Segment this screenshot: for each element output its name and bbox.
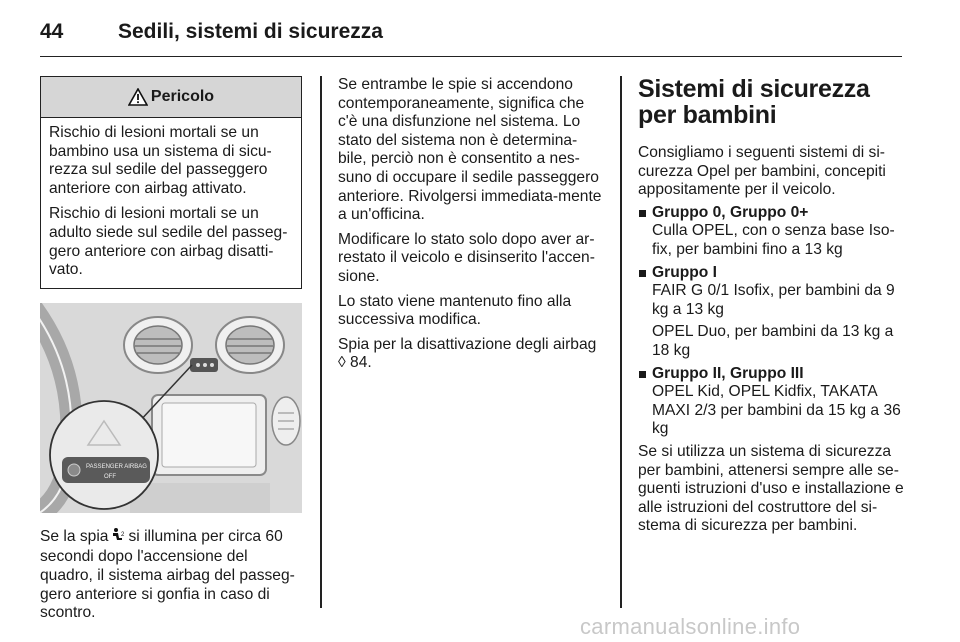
page-number: 44 (40, 20, 64, 43)
section-title: Sedili, sistemi di sicurezza (118, 20, 383, 43)
group-item: OPEL Duo, per bambini da 13 kg a 18 kg (652, 323, 894, 359)
caption-text-before: Se la spia (40, 527, 109, 545)
figure-caption (40, 527, 302, 623)
airbag-off-indicator-icon (110, 527, 126, 549)
outro-paragraph: Se si utilizza un sistema di sicurezza per bambini, attenersi sempre alle se-guenti istruzioni d'uso e installazione e alle istruzioni del costruttore del si-stema di sicurezza per bambini. (638, 442, 904, 535)
dashboard-illustration-drawing (40, 303, 302, 513)
warning-header (41, 77, 301, 118)
subsection-heading: Sistemi di sicurezza per bambini (638, 75, 870, 129)
intro-paragraph: Consigliamo i seguenti sistemi di si-curezza Opel per bambini, concepiti appositamente per il veicolo. (638, 144, 886, 199)
danger-warning-box (40, 76, 302, 289)
group-item: Culla OPEL, con o senza base Iso-fix, per bambini fino a 13 kg (652, 222, 895, 258)
body-paragraph: Se entrambe le spie si accendono contemporaneamente, significa che c'è una disfunzione nel sistema. Lo stato del sistema non è determina-bile, perciò non è consentito a nes-suno di occupare il sedile passeggero anteriore. Rivolgersi immediata-mente a un'officina. (338, 76, 602, 224)
warning-title: Pericolo (150, 87, 215, 105)
svg-text:2: 2 (121, 531, 125, 538)
group-item: OPEL Kid, OPEL Kidfix, TAKATA MAXI 2/3 per bambini da 15 kg a 36 kg (652, 383, 901, 438)
column-divider (320, 76, 322, 608)
column-divider (620, 76, 622, 608)
body-paragraph: Modificare lo stato solo dopo aver ar-restato il veicolo e disinserito l'accen-sione. (338, 230, 595, 285)
warning-paragraph: Rischio di lesioni mortali se un adulto siede sul sedile del passeg-gero anteriore con airbag disatti-vato. (49, 205, 288, 279)
group-bullet: Gruppo 0, Gruppo 0+ (638, 204, 904, 223)
panel-off-label: OFF (104, 473, 116, 480)
group-item: FAIR G 0/1 Isofix, per bambini da 9 kg a 13 kg (652, 282, 895, 318)
right-air-vent (216, 317, 284, 373)
left-column (40, 76, 302, 623)
warning-triangle-icon (128, 88, 148, 106)
middle-column (338, 76, 602, 379)
group-bullet: Gruppo II, Gruppo III (638, 365, 904, 384)
page-header (40, 18, 902, 57)
cross-reference-paragraph: Spia per la disattivazione degli airbag ◊ 84. (338, 335, 597, 372)
dashboard-illustration (40, 303, 302, 513)
panel-label: PASSENGER AIRBAG (86, 463, 147, 470)
caption-text-after: si illumina per circa 60 secondi dopo l'accensione del quadro, il sistema airbag del passeg-gero anteriore si gonfia in caso di scontro. (40, 527, 295, 622)
group-bullet: Gruppo I (638, 264, 904, 283)
left-air-vent (124, 317, 192, 373)
warning-paragraph: Rischio di lesioni mortali se un bambino usa un sistema di sicu-rezza sul sedile del passeggero anteriore con airbag attivato. (49, 124, 272, 197)
body-paragraph: Lo stato viene mantenuto fino alla successiva modifica. (338, 292, 572, 329)
watermark: carmanualsonline.info (580, 614, 801, 639)
warning-body (41, 118, 301, 288)
right-column (638, 76, 904, 540)
